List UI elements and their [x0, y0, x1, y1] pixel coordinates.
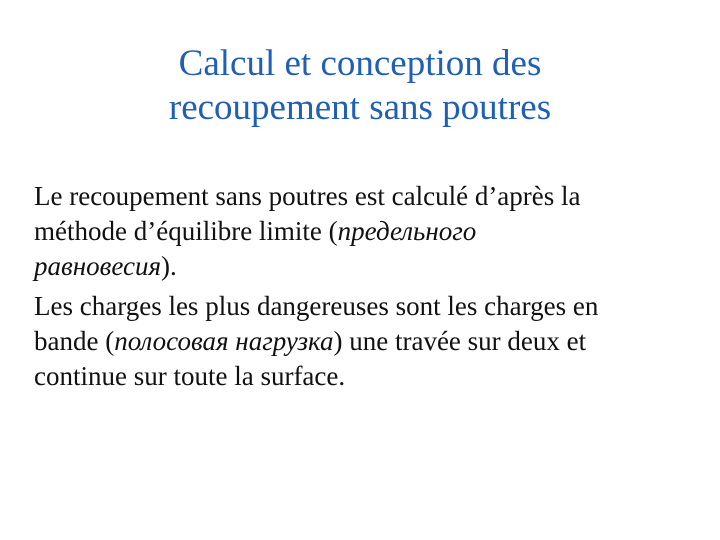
- paragraph-2-line-3: continue sur toute la surface.: [34, 361, 346, 391]
- paragraph-1-paren-close: ).: [161, 251, 177, 281]
- paragraph-2-line-2-suffix: ) une travée sur deux et: [333, 326, 587, 356]
- paragraph-1-line-1: Le recoupement sans poutres est calculé d’après la: [34, 181, 581, 211]
- paragraph-1: [34, 179, 714, 284]
- paragraph-1-line-2: [34, 214, 714, 249]
- title-line-2: recoupement sans poutres: [168, 87, 552, 128]
- russian-term-polosovaya-nagruzka: полосовая нагрузка: [114, 326, 334, 356]
- russian-term-ravnovesiya: равновесия: [34, 251, 161, 281]
- slide-body: [34, 179, 714, 399]
- paragraph-1-paren-open: (: [328, 216, 338, 246]
- paragraph-2-line-2-prefix: bande (: [34, 326, 115, 356]
- title-line-1: Calcul et conception des: [178, 43, 542, 84]
- paragraph-2-line-1: Les charges les plus dangereuses sont les charges en: [34, 291, 599, 321]
- paragraph-2-line-2: [34, 324, 714, 359]
- paragraph-2: [34, 289, 714, 394]
- slide-title: [0, 42, 720, 130]
- paragraph-1-line-2-text: méthode d’équilibre limite: [34, 216, 329, 246]
- russian-term-predelnogo: предельного: [337, 216, 477, 246]
- paragraph-1-line-3: [34, 249, 714, 284]
